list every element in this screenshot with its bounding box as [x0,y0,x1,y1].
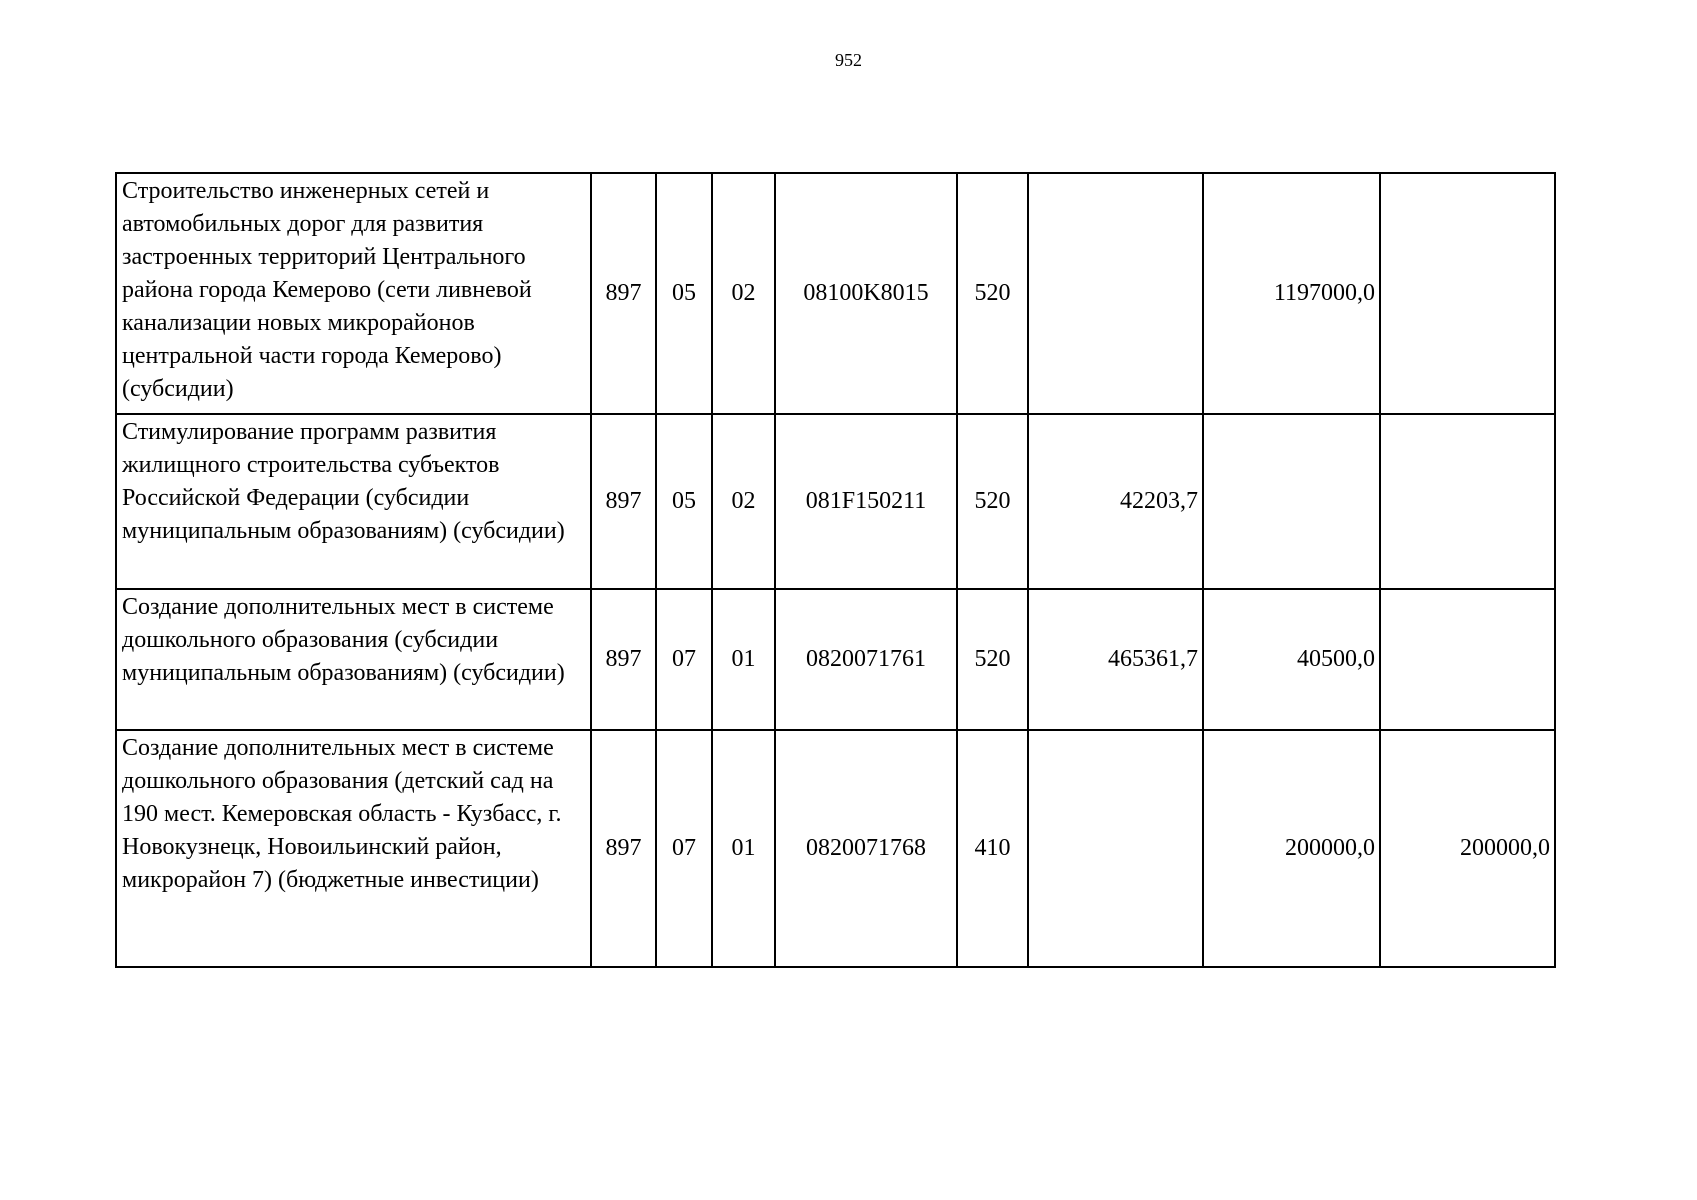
amount-cell-2: 200000,0 [1203,730,1380,967]
amount-cell-3 [1380,414,1555,589]
target-article-cell: 08100K8015 [775,173,957,414]
amount-cell-1 [1028,173,1203,414]
expense-type-cell: 520 [957,173,1028,414]
expense-name-cell: Создание дополнительных мест в системе дошкольного образования (детский сад на 190 мест. Кемеровская область - Кузбасс, г. Новокузнецк, Новоильинский район, микрорайон 7) (бюджетные инвестиции) [116,730,591,967]
subsection-code-cell: 02 [712,414,775,589]
amount-cell-2 [1203,414,1380,589]
department-code-cell: 897 [591,173,656,414]
amount-cell-3: 200000,0 [1380,730,1555,967]
expense-name-cell: Создание дополнительных мест в системе дошкольного образования (субсидии муниципальным образованиям) (субсидии) [116,589,591,730]
section-code-cell: 05 [656,173,712,414]
subsection-code-cell: 02 [712,173,775,414]
amount-cell-1: 465361,7 [1028,589,1203,730]
table-row [116,173,1555,414]
budget-table [115,172,1556,968]
amount-cell-1: 42203,7 [1028,414,1203,589]
amount-cell-3 [1380,173,1555,414]
section-code-cell: 05 [656,414,712,589]
target-article-cell: 0820071761 [775,589,957,730]
amount-cell-2: 1197000,0 [1203,173,1380,414]
section-code-cell: 07 [656,730,712,967]
table-row [116,414,1555,589]
department-code-cell: 897 [591,414,656,589]
page-number: 952 [835,50,862,70]
subsection-code-cell: 01 [712,730,775,967]
section-code-cell: 07 [656,589,712,730]
department-code-cell: 897 [591,730,656,967]
department-code-cell: 897 [591,589,656,730]
table-row [116,730,1555,967]
amount-cell-2: 40500,0 [1203,589,1380,730]
target-article-cell: 0820071768 [775,730,957,967]
amount-cell-3 [1380,589,1555,730]
expense-type-cell: 410 [957,730,1028,967]
expense-type-cell: 520 [957,414,1028,589]
expense-name-cell: Строительство инженерных сетей и автомобильных дорог для развития застроенных территорий Центрального района города Кемерово (сети ливневой канализации новых микрорайонов центральной части города Кемерово) (субсидии) [116,173,591,414]
amount-cell-1 [1028,730,1203,967]
subsection-code-cell: 01 [712,589,775,730]
expense-name-cell: Стимулирование программ развития жилищного строительства субъектов Российской Федерации (субсидии муниципальным образованиям) (субсидии) [116,414,591,589]
target-article-cell: 081F150211 [775,414,957,589]
table-row [116,589,1555,730]
expense-type-cell: 520 [957,589,1028,730]
